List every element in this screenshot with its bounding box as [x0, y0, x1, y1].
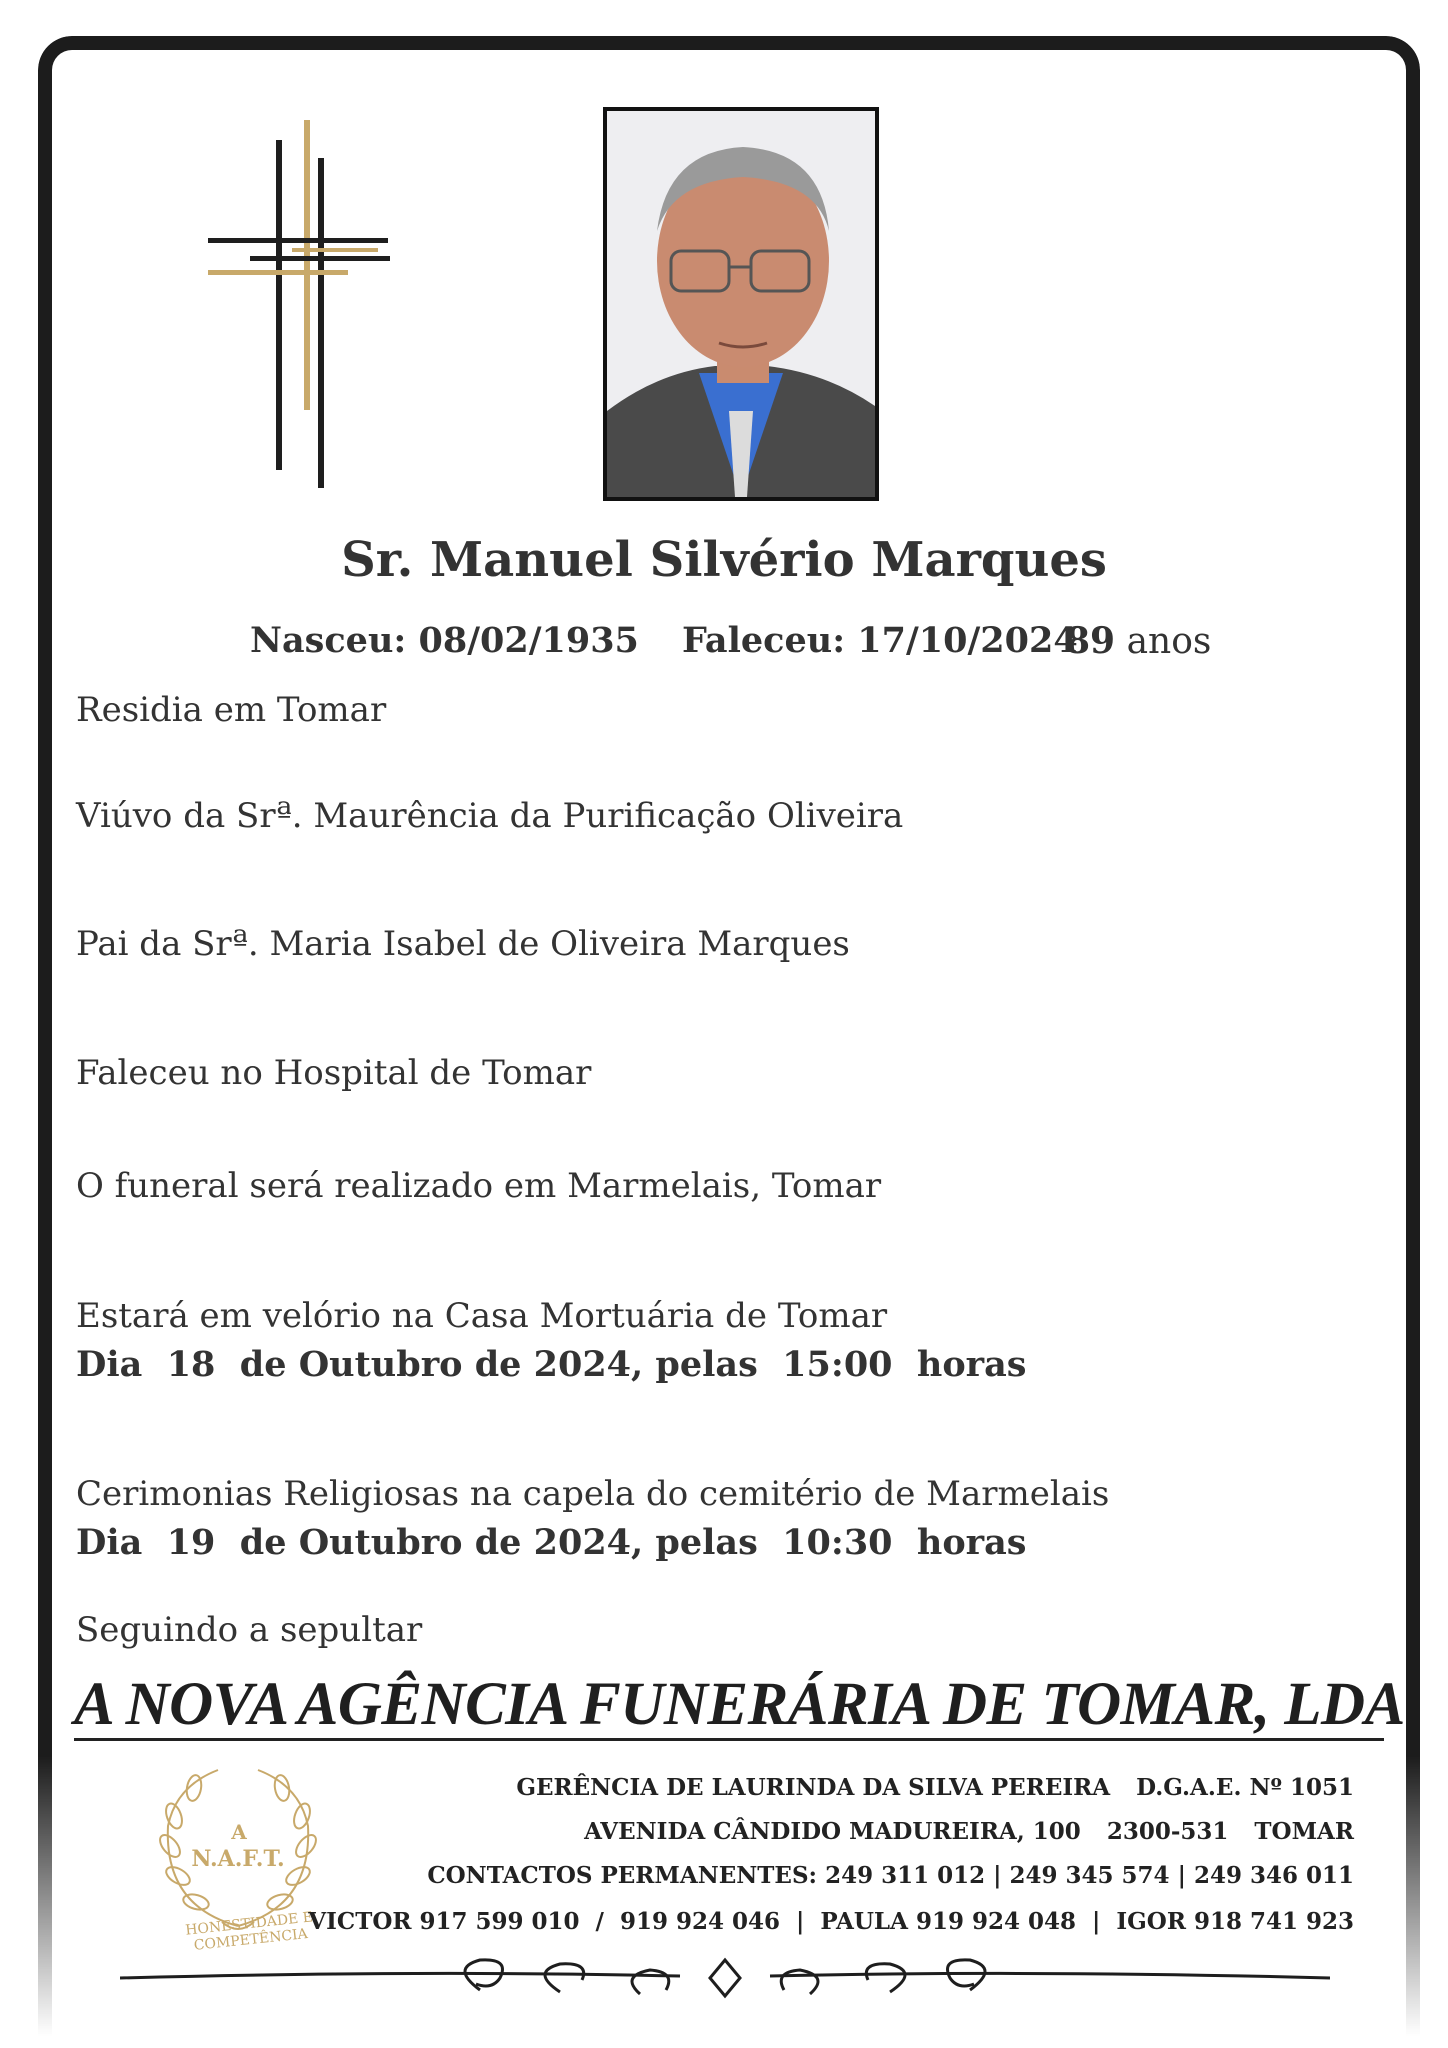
ceremony-datetime: Dia 19 de Outubro de 2024, pelas 10:30 horas: [76, 1522, 1027, 1563]
father-text: Pai da Srª. Maria Isabel de Oliveira Marques: [76, 924, 850, 964]
age: [1065, 620, 1211, 662]
residence-text: Residia em Tomar: [76, 690, 387, 730]
emblem-motto: HONESTIDADE E COMPETÊNCIA: [184, 1909, 314, 1954]
agency-name: A NOVA AGÊNCIA FUNERÁRIA DE TOMAR, LDA: [74, 1671, 1405, 1738]
phone-1: 249 311 012: [825, 1862, 986, 1889]
wake-datetime: Dia 18 de Outubro de 2024, pelas 15:00 horas: [76, 1344, 1027, 1385]
emblem-acronym: N.A.F.T.: [191, 1846, 285, 1872]
age-number: 89: [1065, 620, 1116, 662]
cross-icon: [200, 120, 400, 500]
birth-date: Nasceu: 08/02/1935: [250, 620, 639, 661]
phone-3: 249 346 011: [1193, 1862, 1354, 1889]
ceremony-text: Cerimonias Religiosas na capela do cemitério de Marmelais: [76, 1474, 1110, 1514]
agency-address-line: [584, 1818, 1354, 1845]
agency-street: AVENIDA CÂNDIDO MADUREIRA, 100: [584, 1818, 1081, 1845]
staff-phones: VICTOR 917 599 010 / 919 924 046 | PAULA 919 924 048 | IGOR 918 741 923: [308, 1908, 1354, 1935]
deceased-name: Sr. Manuel Silvério Marques: [341, 532, 1107, 588]
phone-2: 249 345 574: [1009, 1862, 1170, 1889]
portrait-photo: [603, 107, 879, 501]
emblem-letter: A: [231, 1820, 247, 1844]
agency-city: TOMAR: [1254, 1818, 1354, 1845]
agency-postcode: 2300-531: [1106, 1818, 1229, 1845]
funeral-text: O funeral será realizado em Marmelais, Tomar: [76, 1166, 882, 1206]
place-of-death-text: Faleceu no Hospital de Tomar: [76, 1053, 592, 1093]
wake-text: Estará em velório na Casa Mortuária de Tomar: [76, 1296, 888, 1336]
agency-management-line: [516, 1774, 1354, 1801]
widower-text: Viúvo da Srª. Maurência da Purificação Oliveira: [76, 796, 904, 836]
death-date: Faleceu: 17/10/2024: [682, 620, 1078, 661]
scroll-ornament-icon: [120, 1950, 1330, 2006]
age-unit: anos: [1126, 621, 1212, 662]
agency-license: D.G.A.E. Nº 1051: [1136, 1774, 1354, 1801]
burial-text: Seguindo a sepultar: [76, 1610, 423, 1650]
agency-underline: [74, 1738, 1384, 1741]
agency-management: GERÊNCIA DE LAURINDA DA SILVA PEREIRA: [516, 1774, 1111, 1801]
contacts-label: CONTACTOS PERMANENTES:: [427, 1862, 818, 1889]
agency-contacts-line: CONTACTOS PERMANENTES: 249 311 012 | 249 345 574 | 249 346 011: [427, 1862, 1354, 1889]
